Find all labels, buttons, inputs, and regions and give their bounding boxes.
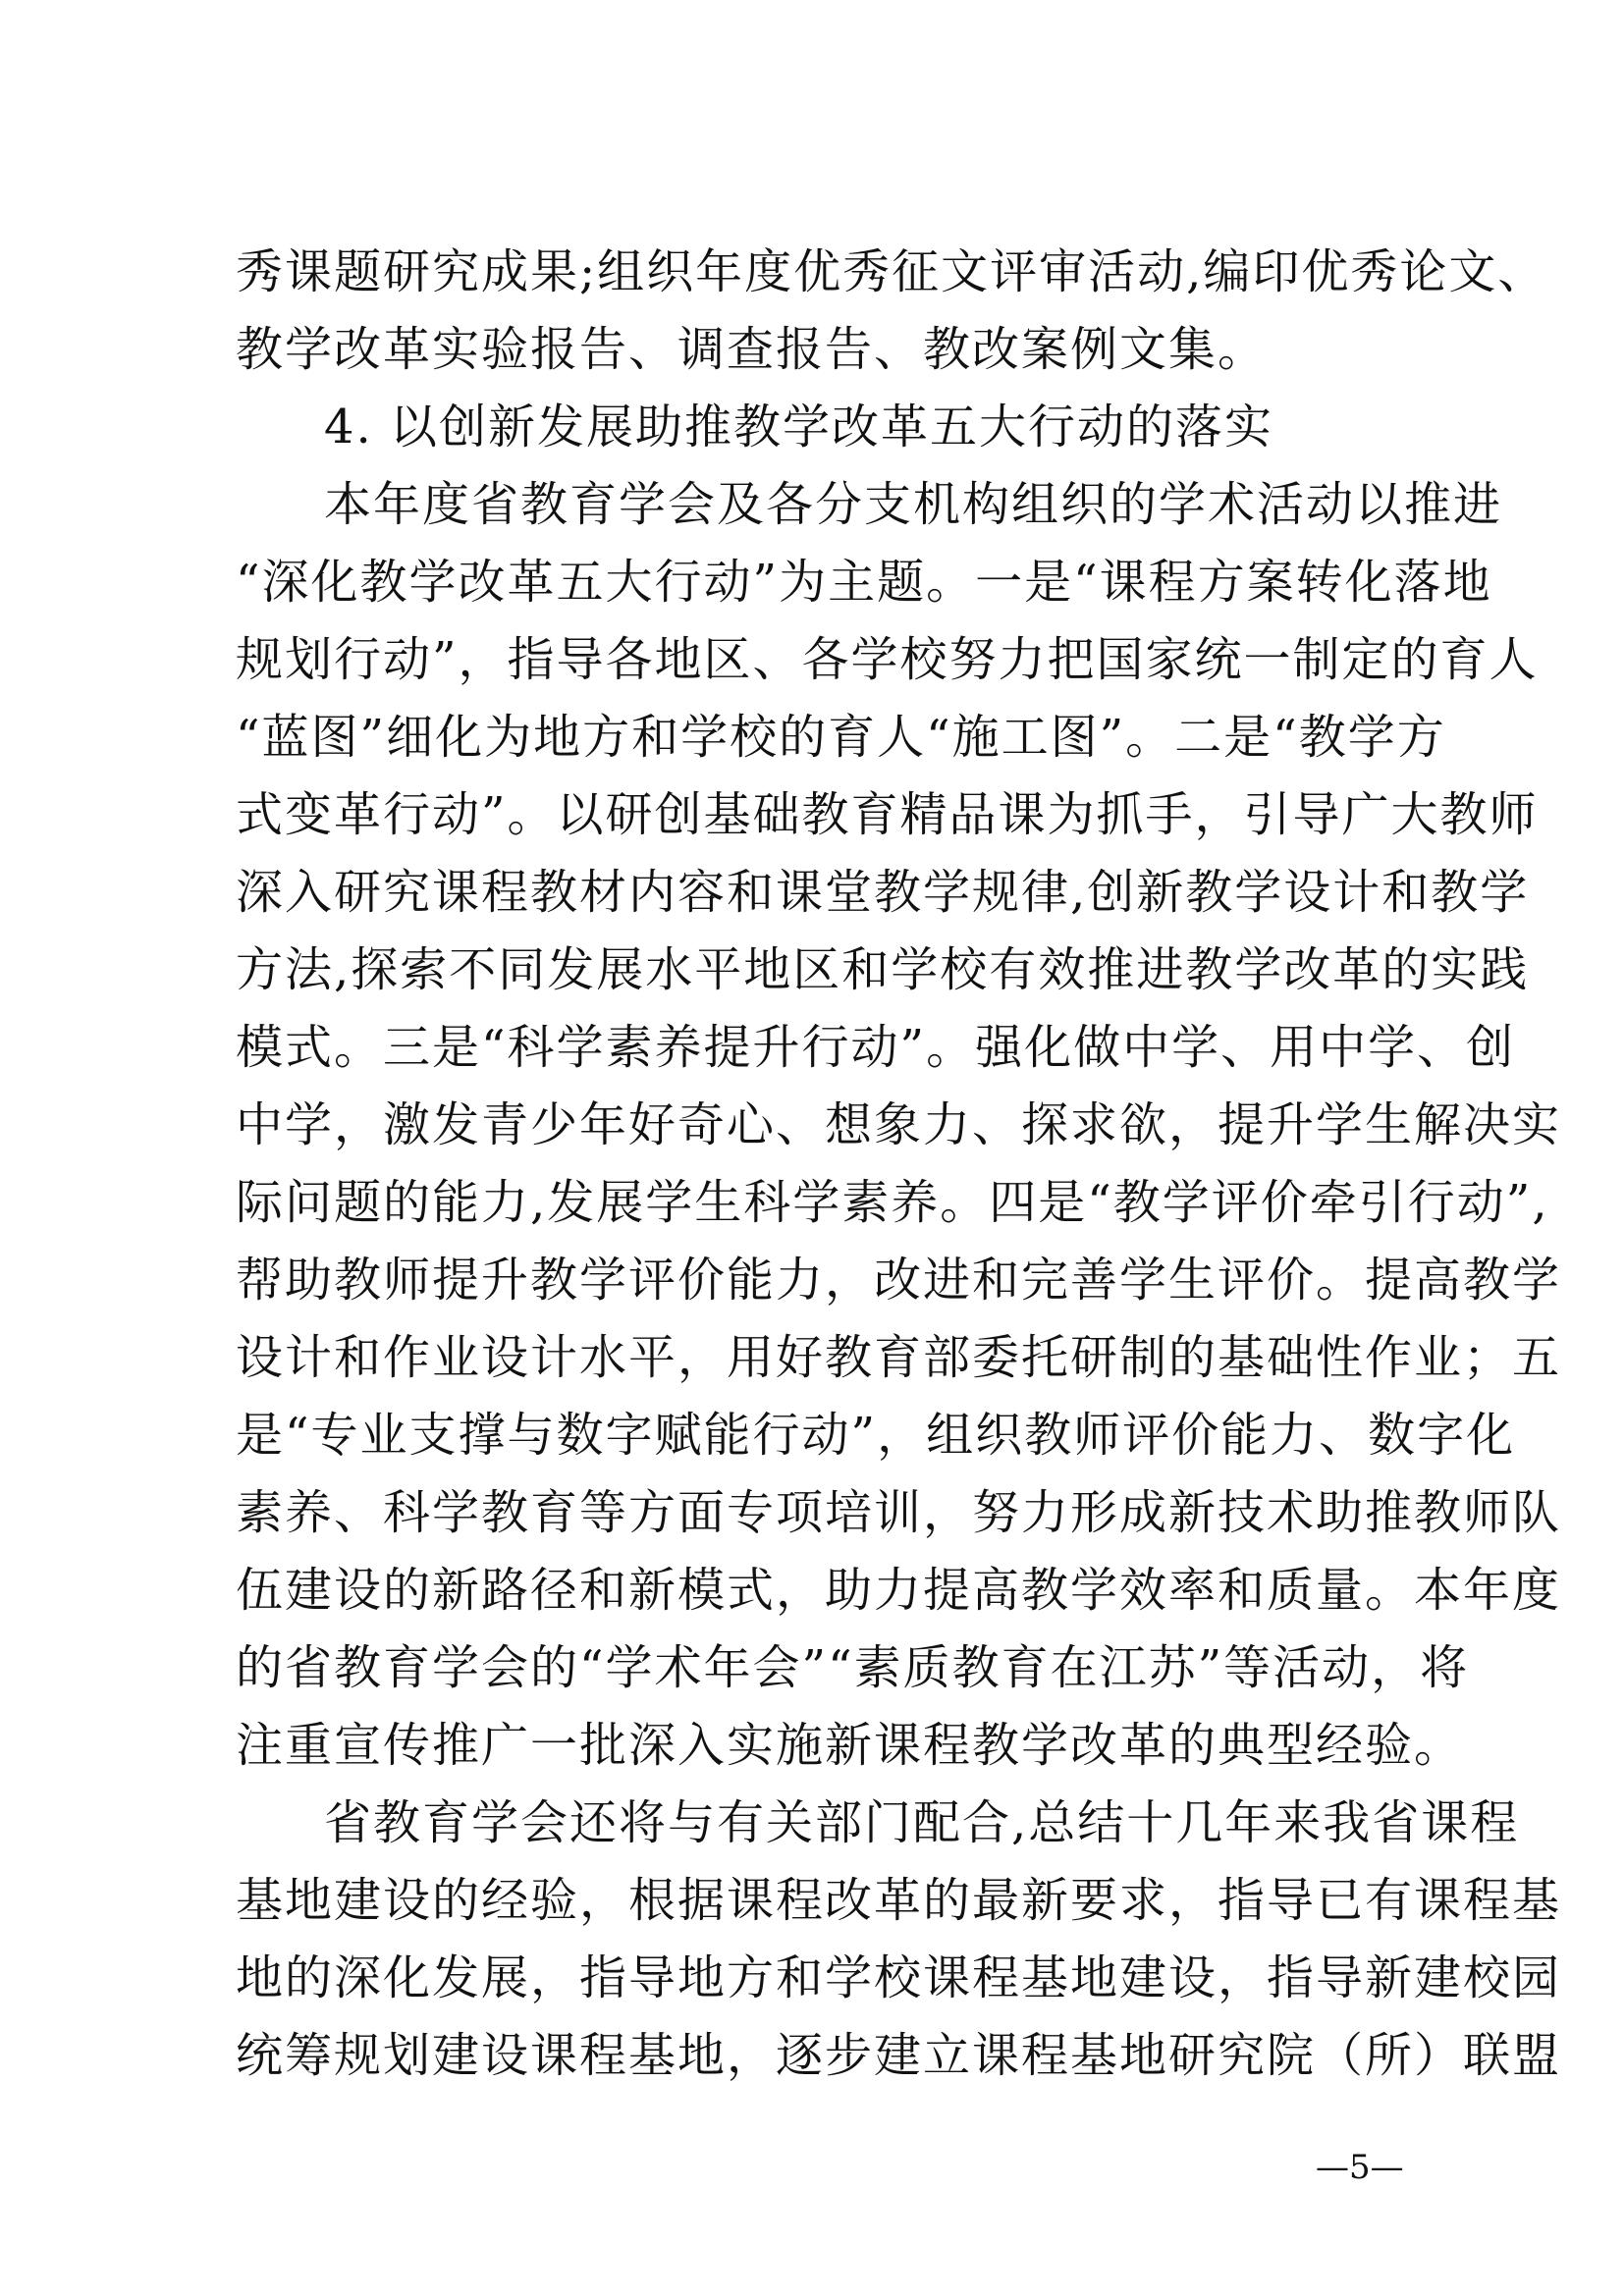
text-line: “蓝图”细化为地方和学校的育人“施工图”。二是“教学方: [236, 710, 1446, 765]
paragraph-first-line: 省教育学会还将与有关部门配合,总结十几年来我省课程: [324, 1795, 1520, 1850]
text-line: 是“专业支撑与数字赋能行动”，组织教师评价能力、数字化: [236, 1408, 1516, 1463]
paragraph-first-line: 本年度省教育学会及各分支机构组织的学术活动以推进: [324, 477, 1503, 532]
text-line: 教学改革实验报告、调查报告、教改案例文集。: [236, 322, 1268, 377]
text-line: 基地建设的经验，根据课程改革的最新要求，指导已有课程基: [236, 1873, 1562, 1928]
section-heading: 4. 以创新发展助推教学改革五大行动的落实: [324, 400, 1274, 454]
text-line: 注重宣传推广一批深入实施新课程教学改革的典型经验。: [236, 1718, 1464, 1773]
text-line: 素养、科学教育等方面专项培训，努力形成新技术助推教师队: [236, 1485, 1562, 1540]
text-line: 规划行动”，指导各地区、各学校努力把国家统一制定的育人: [236, 632, 1539, 687]
text-line: 秀课题研究成果;组织年度优秀征文评审活动,编印优秀论文、: [236, 244, 1547, 299]
text-line: 际问题的能力,发展学生科学素养。四是“教学评价牵引行动”,: [236, 1175, 1549, 1230]
text-line: 伍建设的新路径和新模式，助力提高教学效率和质量。本年度: [236, 1563, 1562, 1618]
text-line: 的省教育学会的“学术年会”“素质教育在江苏”等活动，将: [236, 1640, 1470, 1695]
text-line: 中学，激发青少年好奇心、想象力、探求欲，提升学生解决实: [236, 1097, 1562, 1152]
text-line: 式变革行动”。以研创基础教育精品课为抓手，引导广大教师: [236, 787, 1539, 842]
text-line: 设计和作业设计水平，用好教育部委托研制的基础性作业；五: [236, 1330, 1562, 1385]
text-line: 地的深化发展，指导地方和学校课程基地建设，指导新建校园: [236, 1950, 1562, 2005]
page-number: —5—: [1316, 2148, 1404, 2187]
text-line: 深入研究课程教材内容和课堂教学规律,创新教学设计和教学: [236, 865, 1530, 920]
text-line: 帮助教师提升教学评价能力，改进和完善学生评价。提高教学: [236, 1253, 1562, 1308]
text-line: “深化教学改革五大行动”为主题。一是“课程方案转化落地: [236, 555, 1492, 610]
text-line: 模式。三是“科学素养提升行动”。强化做中学、用中学、创: [236, 1020, 1516, 1075]
text-line: 方法,探索不同发展水平地区和学校有效推进教学改革的实践: [236, 942, 1530, 997]
text-line: 统筹规划建设课程基地，逐步建立课程基地研究院（所）联盟: [236, 2028, 1562, 2083]
